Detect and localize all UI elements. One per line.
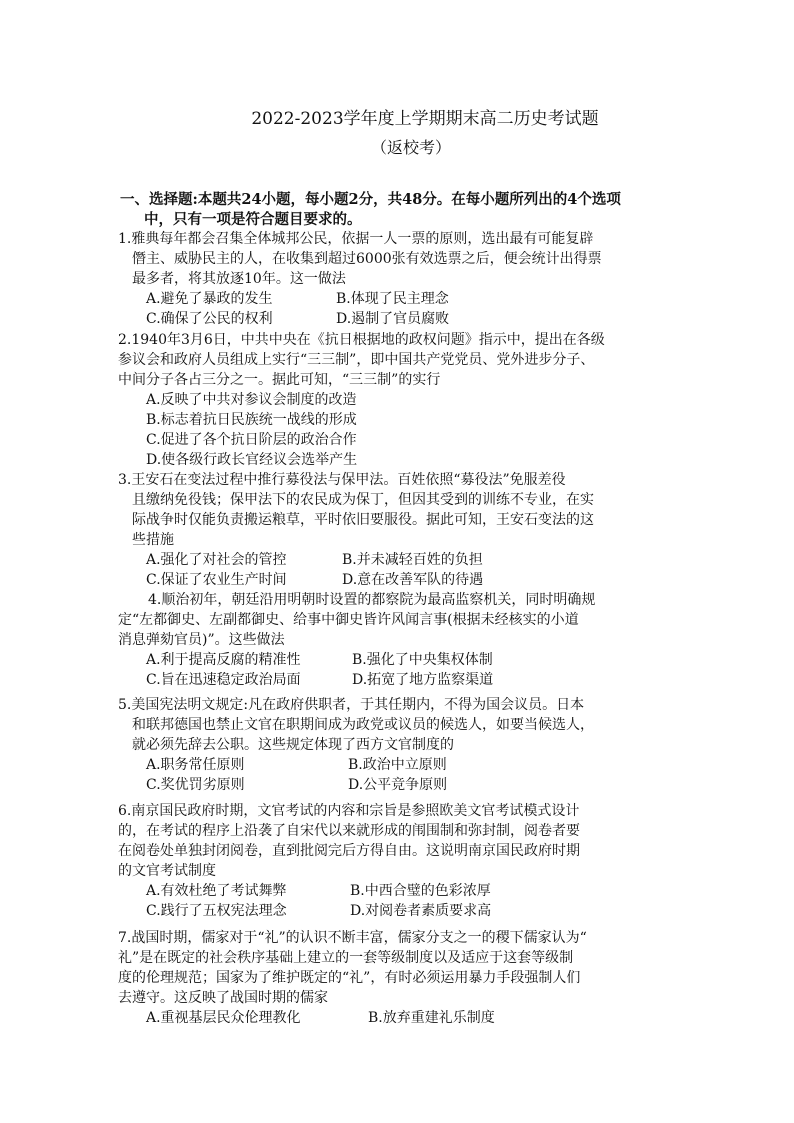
option-c: C.确保了公民的权利 — [146, 311, 273, 327]
option-a: A.反映了中共对参议会制度的改造 — [146, 392, 357, 408]
question-line: 的文官考试制度 — [118, 863, 216, 879]
question-line: 6.南京国民政府时期，文官考试的内容和宗旨是参照欧美文官考试模式设计 — [118, 803, 580, 819]
question-3 — [118, 470, 678, 590]
question-line: 3.王安石在变法过程中推行募役法与保甲法。百姓依照“募役法”免服差役 — [118, 472, 566, 488]
question-line: 4.顺治初年，朝廷沿用明朝时设置的都察院为最高监察机关，同时明确规 — [148, 592, 596, 608]
option-a: A.重视基层民众伦理教化 — [146, 1010, 301, 1026]
question-line: 去遵守。这反映了战国时期的儒家 — [118, 990, 328, 1006]
question-line: 5.美国宪法明文规定:凡在政府供职者，于其任期内，不得为国会议员。日本 — [118, 697, 585, 713]
option-b: B.并未减轻百姓的负担 — [342, 552, 483, 568]
option-d: D.使各级行政长官经议会选举产生 — [146, 452, 358, 468]
option-c: C.促进了各个抗日阶层的政治合作 — [146, 432, 357, 448]
option-a: A.利于提高反腐的精准性 — [146, 652, 301, 668]
question-line: 和联邦德国也禁止文官在职期间成为政党或议员的候选人，如要当候选人， — [132, 717, 594, 733]
question-4 — [118, 590, 678, 690]
option-b: B.强化了中央集权体制 — [352, 652, 493, 668]
option-c: C.保证了农业生产时间 — [146, 572, 287, 588]
question-line: 际战争时仅能负责搬运粮草，平时依旧要服役。据此可知，王安石变法的这 — [132, 512, 594, 528]
question-line: 的，在考试的程序上沿袭了自宋代以来就形成的闱围制和弥封制，阅卷者要 — [118, 823, 580, 839]
section-heading-line: 一、选择题:本题共24小题，每小题2分，共48分。在每小题所列出的4个选项 — [120, 191, 621, 208]
question-line: 消息弹劾官员)”。这些做法 — [118, 632, 285, 648]
question-line: 度的伦理规范；国家为了维护既定的“礼”，有时必须运用暴力手段强制人们 — [118, 970, 581, 986]
question-line: 1.雅典每年都会召集全体城邦公民，依据一人一票的原则，选出最有可能复辟 — [118, 231, 594, 247]
option-c: C.践行了五权宪法理念 — [146, 903, 287, 919]
question-line: 7.战国时期，儒家对于“礼”的认识不断丰富，儒家分支之一的稷下儒家认为“ — [118, 930, 587, 946]
question-6 — [118, 801, 678, 921]
question-5 — [118, 695, 678, 795]
option-d: D.公平竞争原则 — [348, 777, 448, 793]
option-b: B.标志着抗日民族统一战线的形成 — [146, 412, 357, 428]
question-line: 些措施 — [132, 532, 174, 548]
question-2 — [118, 330, 678, 470]
section-heading — [120, 190, 680, 230]
question-line: 参议会和政府人员组成上实行“三三制”，即中国共产党党员、党外进步分子、 — [118, 352, 595, 368]
option-d: D.对阅卷者素质要求高 — [350, 903, 492, 919]
question-line: 定“左都御史、左副都御史、给事中御史皆许风闻言事(根据未经核实的小道 — [118, 612, 579, 628]
option-d: D.遏制了官员腐败 — [336, 311, 450, 327]
option-a: A.职务常任原则 — [146, 757, 245, 773]
option-d: D.拓宽了地方监察渠道 — [352, 672, 494, 688]
option-b: B.放弃重建礼乐制度 — [368, 1010, 495, 1026]
exam-subtitle: （返校考） — [370, 138, 451, 157]
section-heading-line: 中，只有一项是符合题目要求的。 — [144, 211, 362, 228]
question-line: 且缴纳免役钱；保甲法下的农民成为保丁，但因其受到的训练不专业，在实 — [132, 492, 594, 508]
question-7 — [118, 928, 678, 1028]
option-a: A.强化了对社会的管控 — [146, 552, 287, 568]
option-b: B.中西合璧的色彩浓厚 — [350, 883, 491, 899]
question-line: 就必须先辞去公职。这些规定体现了西方文官制度的 — [132, 737, 454, 753]
question-line: 中间分子各占三分之一。据此可知，“三三制”的实行 — [118, 372, 441, 388]
question-line: 最多者，将其放逐10年。这一做法 — [132, 271, 346, 287]
option-a: A.有效杜绝了考试舞弊 — [146, 883, 287, 899]
option-b: B.体现了民主理念 — [336, 291, 449, 307]
question-line: 礼”是在既定的社会秩序基础上建立的一套等级制度以及适应于这套等级制 — [118, 950, 574, 966]
question-line: 僭主、威胁民主的人，在收集到超过6000张有效选票之后，便会统计出得票 — [132, 251, 602, 267]
question-line: 在阅卷处单独封闭阅卷，直到批阅完后方得自由。这说明南京国民政府时期 — [118, 843, 580, 859]
option-c: C.奖优罚劣原则 — [146, 777, 245, 793]
option-d: D.意在改善军队的待遇 — [342, 572, 484, 588]
option-c: C.旨在迅速稳定政治局面 — [146, 672, 301, 688]
option-a: A.避免了暴政的发生 — [146, 291, 273, 307]
exam-title: 2022-2023学年度上学期期末高二历史考试题 — [251, 109, 599, 129]
question-line: 2.1940年3月6日，中共中央在《抗日根据地的政权问题》指示中，提出在各级 — [118, 332, 605, 348]
question-1 — [118, 229, 678, 329]
option-b: B.政治中立原则 — [348, 757, 447, 773]
